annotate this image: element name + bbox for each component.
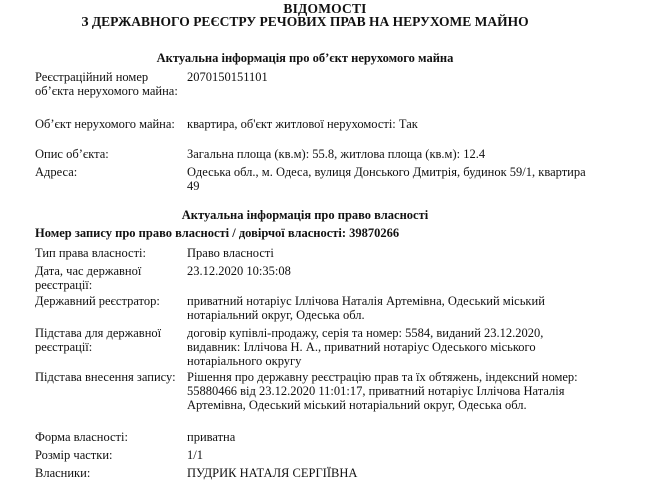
row-label: Опис об’єкта:: [35, 147, 109, 161]
row-value: приватна: [187, 430, 236, 444]
document-title: ВІДОМОСТІ: [283, 1, 367, 16]
row-label: Підстава внесення запису:: [35, 370, 176, 384]
row-label: Державний реєстратор:: [35, 294, 160, 308]
row-label: Реєстраційний номер об’єкта нерухомого майна:: [35, 70, 178, 98]
document-subtitle: З ДЕРЖАВНОГО РЕЄСТРУ РЕЧОВИХ ПРАВ НА НЕРУХОМЕ МАЙНО: [81, 14, 529, 29]
row-label: Власники:: [35, 466, 91, 480]
row-label: Дата, час державної реєстрації:: [35, 264, 142, 292]
property-section-heading: Актуальна інформація про об’єкт нерухомого майна: [156, 51, 454, 65]
row-value: Право власності: [187, 246, 274, 260]
row-value: 2070150151101: [187, 70, 268, 84]
row-label: Адреса:: [35, 165, 78, 179]
row-label: Форма власності:: [35, 430, 128, 444]
row-label: Тип права власності:: [35, 246, 147, 260]
row-value: ПУДРИК НАТАЛЯ СЕРГІЇВНА: [187, 466, 358, 480]
row-value: Загальна площа (кв.м): 55.8, житлова площа (кв.м): 12.4: [187, 147, 486, 161]
row-value: квартира, об'єкт житлової нерухомості: Так: [187, 117, 418, 131]
row-value: договір купівлі-продажу, серія та номер: 5584, виданий 23.12.2020, видавник: Іллічова Н. А., приватний нотаріус Одеського міського нотаріального округу: [187, 326, 544, 368]
row-value: Рішення про державну реєстрацію прав та їх обтяжень, індексний номер: 55880466 від 23.12.2020 11:01:17, приватний нотаріус Іллічова Наталія Артемівна, Одеський міський нотаріальний округ, Одеська обл.: [187, 370, 578, 412]
row-label: Об’єкт нерухомого майна:: [35, 117, 175, 131]
row-value: 1/1: [187, 448, 203, 462]
row-label: Розмір частки:: [35, 448, 113, 462]
row-value: Одеська обл., м. Одеса, вулиця Донського Дмитрія, будинок 59/1, квартира 49: [187, 165, 586, 193]
row-label: Підстава для державної реєстрації:: [35, 326, 162, 354]
row-value: приватний нотаріус Іллічова Наталія Артемівна, Одеський міський нотаріальний округ, Одеська обл.: [187, 294, 545, 322]
ownership-section-heading: Актуальна інформація про право власності: [181, 208, 429, 222]
ownership-record-number: Номер запису про право власності / довірчої власності: 39870266: [35, 226, 400, 240]
row-value: 23.12.2020 10:35:08: [187, 264, 291, 278]
